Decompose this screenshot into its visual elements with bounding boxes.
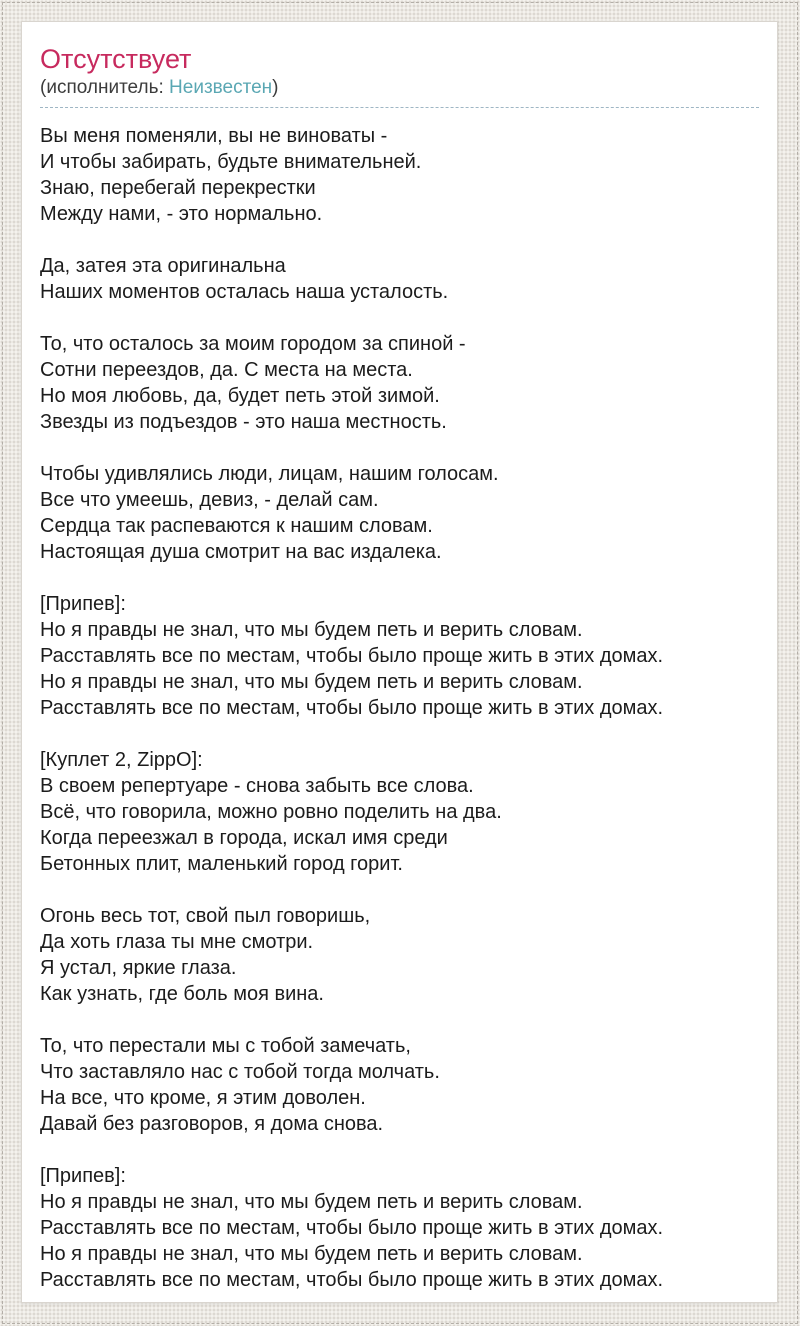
lyrics-stanza — [40, 331, 759, 435]
lyrics-stanza — [40, 123, 759, 227]
lyrics-line: Да, затея эта оригинальна — [40, 255, 286, 277]
lyrics-line: Но я правды не знал, что мы будем петь и верить словам. — [40, 1243, 583, 1265]
lyrics-line: Настоящая душа смотрит на вас издалека. — [40, 541, 442, 563]
lyrics-line: И чтобы забирать, будьте внимательней. — [40, 151, 422, 173]
lyrics-line: Между нами, - это нормально. — [40, 203, 323, 225]
lyrics-line: Все что умеешь, девиз, - делай сам. — [40, 489, 379, 511]
content-card — [21, 21, 778, 1303]
lyrics-line: То, что перестали мы с тобой замечать, — [40, 1035, 411, 1057]
page-title: Отсутствует — [40, 44, 192, 74]
lyrics-line: Расставлять все по местам, чтобы было проще жить в этих домах. — [40, 645, 664, 667]
lyrics-line: Наших моментов осталась наша усталость. — [40, 281, 449, 303]
lyrics-line: Чтобы удивлялись люди, лицам, нашим голосам. — [40, 463, 499, 485]
lyrics-line: Я устал, яркие глаза. — [40, 957, 237, 979]
artist-label-suffix: ) — [272, 77, 279, 98]
lyrics-line: Вы меня поменяли, вы не виноваты - — [40, 125, 388, 147]
lyrics-line: [Припев]: — [40, 1165, 126, 1187]
lyrics-line: [Куплет 2, ZippO]: — [40, 749, 203, 771]
lyrics-line: То, что осталось за моим городом за спиной - — [40, 333, 466, 355]
lyrics-line: Но я правды не знал, что мы будем петь и верить словам. — [40, 619, 583, 641]
lyrics-stanza — [40, 903, 759, 1007]
lyrics-line: Звезды из подъездов - это наша местность. — [40, 411, 447, 433]
lyrics-line: Огонь весь тот, свой пыл говоришь, — [40, 905, 371, 927]
lyrics-line: Расставлять все по местам, чтобы было проще жить в этих домах. — [40, 697, 664, 719]
lyrics-stanza — [40, 591, 759, 721]
lyrics-line: Но я правды не знал, что мы будем петь и верить словам. — [40, 1191, 583, 1213]
lyrics-line: Знаю, перебегай перекрестки — [40, 177, 316, 199]
lyrics-stanza — [40, 747, 759, 877]
artist-link[interactable]: Неизвестен — [169, 77, 273, 98]
lyrics-line: Да хоть глаза ты мне смотри. — [40, 931, 314, 953]
lyrics-line: Бетонных плит, маленький город горит. — [40, 853, 403, 875]
artist-label: (исполнитель: — [40, 77, 170, 98]
lyrics-line: Расставлять все по местам, чтобы было проще жить в этих домах. — [40, 1269, 664, 1291]
lyrics-line: Сотни переездов, да. С места на места. — [40, 359, 413, 381]
lyrics-line: [Припев]: — [40, 593, 126, 615]
lyrics-text — [40, 123, 759, 1293]
lyrics-line: На все, что кроме, я этим доволен. — [40, 1087, 366, 1109]
lyrics-line: Сердца так распеваются к нашим словам. — [40, 515, 433, 537]
lyrics-line: Давай без разговоров, я дома снова. — [40, 1113, 384, 1135]
lyrics-line: Но я правды не знал, что мы будем петь и верить словам. — [40, 671, 583, 693]
lyrics-line: Расставлять все по местам, чтобы было проще жить в этих домах. — [40, 1217, 664, 1239]
lyrics-line: Что заставляло нас с тобой тогда молчать. — [40, 1061, 440, 1083]
lyrics-line: Всё, что говорила, можно ровно поделить на два. — [40, 801, 502, 823]
lyrics-stanza — [40, 1163, 759, 1293]
lyrics-line: Когда переезжал в города, искал имя среди — [40, 827, 448, 849]
lyrics-line: Как узнать, где боль моя вина. — [40, 983, 324, 1005]
lyrics-line: В своем репертуаре - снова забыть все слова. — [40, 775, 474, 797]
lyrics-stanza — [40, 253, 759, 305]
artist-line — [40, 76, 759, 100]
lyrics-line: Но моя любовь, да, будет петь этой зимой. — [40, 385, 440, 407]
lyrics-stanza — [40, 1033, 759, 1137]
song-header — [40, 44, 759, 108]
lyrics-stanza — [40, 461, 759, 565]
